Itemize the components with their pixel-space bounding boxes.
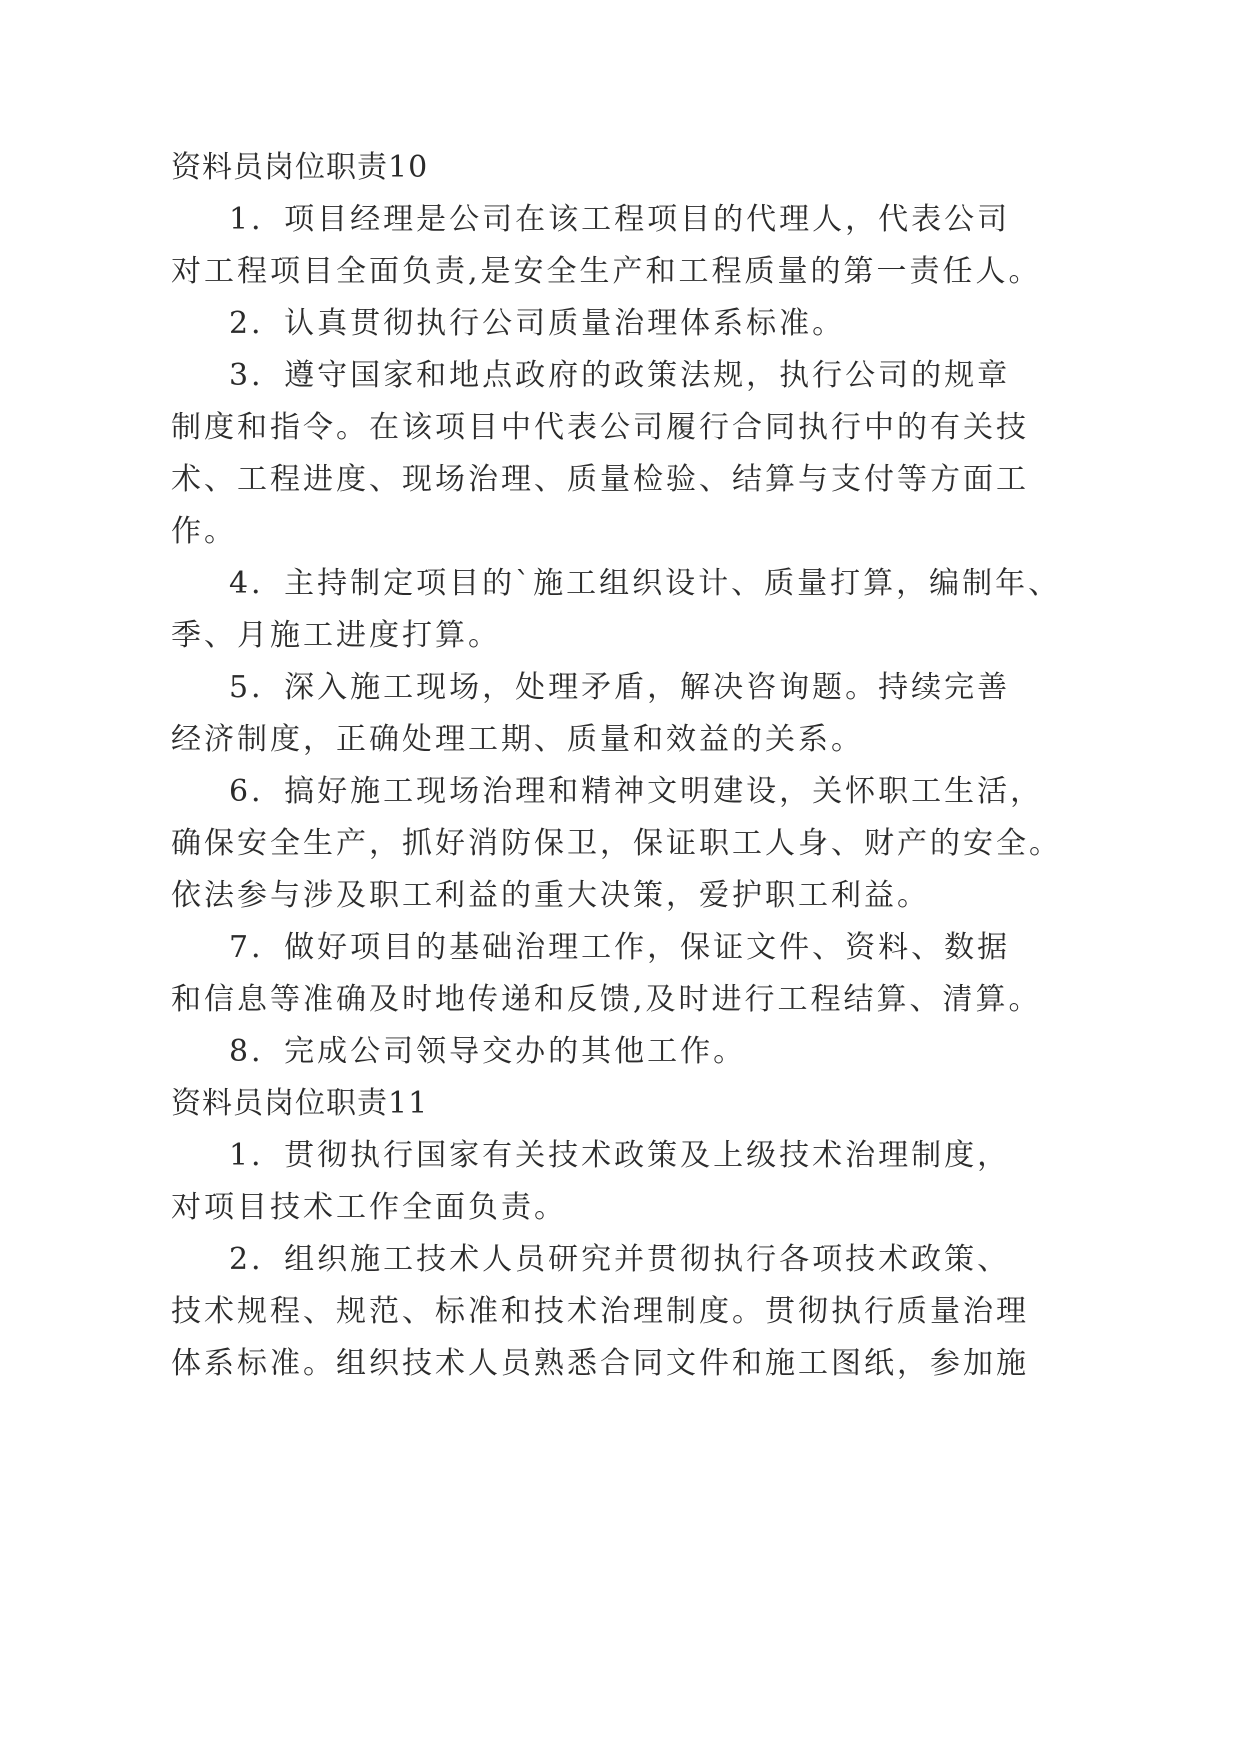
paragraph-line: 2．认真贯彻执行公司质量治理体系标准。 (229, 306, 846, 341)
paragraph-line: 制度和指令。在该项目中代表公司履行合同执行中的有关技 (171, 410, 1029, 445)
paragraph-line: 经济制度，正确处理工期、质量和效益的关系。 (171, 722, 864, 757)
paragraph-line: 对工程项目全面负责,是安全生产和工程质量的第一责任人。 (171, 254, 1042, 289)
paragraph-line: 7．做好项目的基础治理工作，保证文件、资料、数据 (229, 930, 1011, 965)
paragraph-line: 8．完成公司领导交办的其他工作。 (229, 1034, 747, 1069)
paragraph-line: 1．贯彻执行国家有关技术政策及上级技术治理制度， (229, 1138, 1011, 1173)
paragraph-line: 3．遵守国家和地点政府的政策法规，执行公司的规章 (229, 358, 1011, 393)
paragraph-line: 技术规程、规范、标准和技术治理制度。贯彻执行质量治理 (171, 1294, 1029, 1329)
paragraph-line: 6．搞好施工现场治理和精神文明建设，关怀职工生活， (229, 774, 1044, 809)
paragraph-line: 1．项目经理是公司在该工程项目的代理人，代表公司 (229, 202, 1011, 237)
section-title: 资料员岗位职责10 (171, 150, 429, 185)
paragraph-line: 依法参与涉及职工利益的重大决策，爱护职工利益。 (171, 878, 930, 913)
paragraph-line: 和信息等准确及时地传递和反馈,及时进行工程结算、清算。 (171, 982, 1042, 1017)
paragraph-line: 5．深入施工现场，处理矛盾，解决咨询题。持续完善 (229, 670, 1011, 705)
paragraph-line: 作。 (171, 514, 237, 549)
paragraph-line: 季、月施工进度打算。 (171, 618, 501, 653)
paragraph-line: 术、工程进度、现场治理、质量检验、结算与支付等方面工 (171, 462, 1029, 497)
section-title: 资料员岗位职责11 (171, 1086, 429, 1121)
paragraph-line: 4．主持制定项目的`施工组织设计、质量打算，编制年、 (229, 566, 1062, 601)
paragraph-line: 对项目技术工作全面负责。 (171, 1190, 567, 1225)
paragraph-line: 2．组织施工技术人员研究并贯彻执行各项技术政策、 (229, 1242, 1011, 1277)
paragraph-line: 确保安全生产，抓好消防保卫，保证职工人身、财产的安全。 (171, 826, 1062, 861)
paragraph-line: 体系标准。组织技术人员熟悉合同文件和施工图纸，参加施 (171, 1346, 1029, 1381)
